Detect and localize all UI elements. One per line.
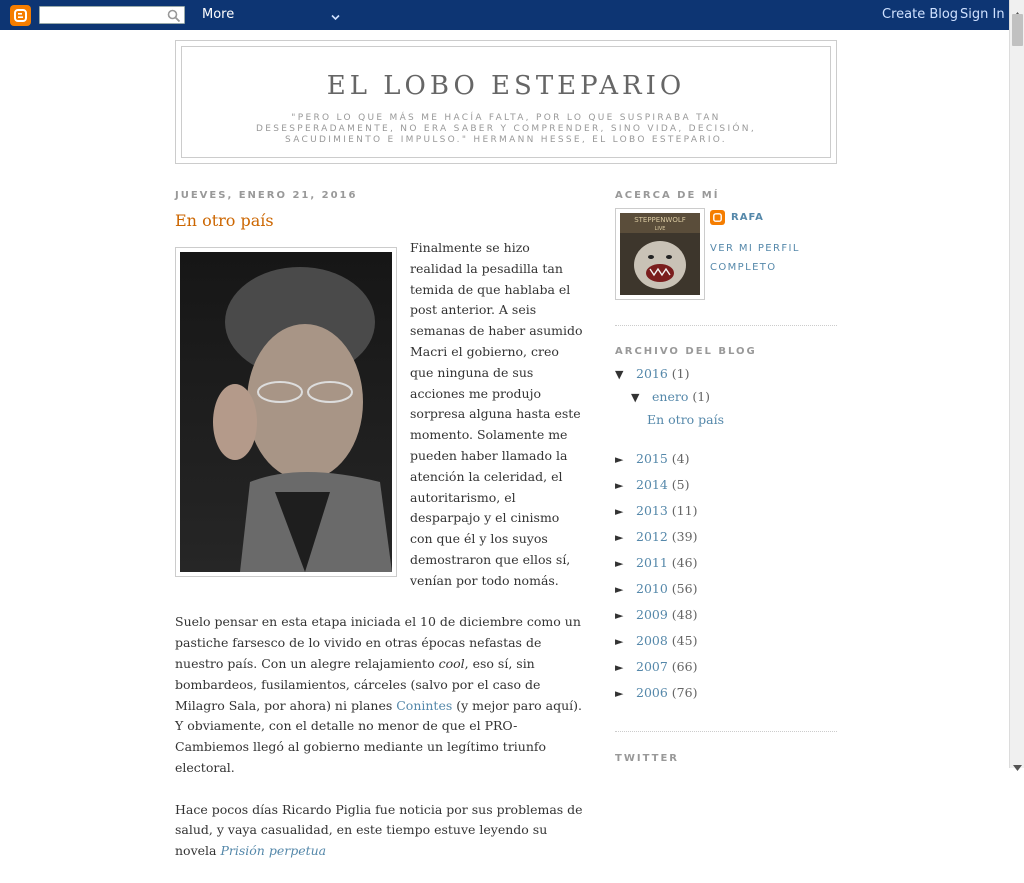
archive-year-link[interactable]: 2011 — [636, 555, 668, 570]
vertical-scrollbar[interactable] — [1009, 0, 1024, 768]
svg-text:STEPPENWOLF: STEPPENWOLF — [634, 216, 686, 224]
archive-count: (45) — [671, 633, 698, 648]
archive-month-link[interactable]: enero — [652, 389, 689, 404]
post-paragraph-2-text-b: , eso sí, sin bombardeos, fusilamientos, cárceles (salvo por el caso de Milagro Sala, por ahora) ni planes — [175, 655, 541, 713]
search-input[interactable] — [40, 11, 160, 27]
expand-toggle-icon[interactable]: ► — [615, 505, 624, 518]
archive-count: (5) — [671, 477, 690, 492]
post-paragraph-2-text-a: Suelo pensar en esta etapa iniciada el 10 de diciembre como un pastiche farsesco de lo vivido en otras épocas nefastas de nuestro país. Con un alegre relajamiento — [175, 614, 581, 671]
post-paragraph-1: Finalmente se hizo realidad la pesadilla tan temida de que hablaba el post anterior. A seis semanas de haber asumido Macri el gobierno, creo que ninguna de sus acciones me produjo sorpresa alguna hasta este momento. Solamente me pueden haber llamado la atención la celeridad, el autoritarismo, el desparpajo y el cinismo con que él y los suyos demostraron que ellos sí, venían por todo nomás. — [410, 240, 583, 588]
sidebar-divider — [615, 325, 837, 326]
archive-count: (39) — [671, 529, 698, 544]
archive-count: (56) — [671, 581, 698, 596]
archive-count: (4) — [671, 451, 690, 466]
sidebar-divider — [615, 731, 837, 732]
profile-name-link[interactable]: RAFA — [731, 212, 764, 223]
chevron-down-icon[interactable] — [330, 8, 341, 27]
expand-toggle-icon[interactable]: ► — [615, 557, 624, 570]
archive-item-2016[interactable] — [615, 366, 690, 386]
sidebar — [615, 190, 837, 764]
archive-year-link[interactable]: 2010 — [636, 581, 668, 596]
main-column — [175, 190, 585, 883]
profile-photo-wolf-image[interactable] — [620, 213, 700, 295]
archive-count: (1) — [692, 389, 711, 404]
conintes-link[interactable]: Conintes — [396, 697, 453, 713]
view-full-profile-link[interactable]: VER MI PERFIL COMPLETO — [710, 243, 800, 273]
archive-item-enero[interactable] — [631, 389, 710, 409]
archive-year-link[interactable]: 2006 — [636, 685, 668, 700]
post-paragraph-2 — [175, 612, 585, 778]
archive-year-link[interactable]: 2016 — [636, 366, 668, 381]
archive-year-link[interactable]: 2014 — [636, 477, 668, 492]
expand-toggle-icon[interactable]: ► — [615, 583, 624, 596]
archive-count: (76) — [671, 685, 698, 700]
expand-toggle-icon[interactable]: ► — [615, 635, 624, 648]
collapse-toggle-icon[interactable]: ▼ — [615, 368, 624, 381]
archive-item-2014[interactable] — [615, 477, 690, 497]
expand-toggle-icon[interactable]: ► — [615, 531, 624, 544]
archive-count: (66) — [671, 659, 698, 674]
prision-perpetua-link[interactable]: Prisión perpetua — [220, 843, 327, 859]
search-icon[interactable] — [167, 8, 181, 27]
expand-toggle-icon[interactable]: ► — [615, 479, 624, 492]
twitter-widget-title: TWITTER — [615, 753, 679, 764]
post-photo-frame[interactable] — [175, 247, 397, 577]
post-title[interactable]: En otro país — [175, 211, 274, 230]
blogger-navbar — [0, 0, 1009, 30]
expand-toggle-icon[interactable]: ► — [615, 609, 624, 622]
archive-post-link[interactable]: En otro país — [647, 412, 725, 427]
blogger-logo-icon[interactable] — [10, 5, 31, 26]
archive-year-link[interactable]: 2015 — [636, 451, 668, 466]
author-portrait-image[interactable] — [180, 252, 392, 572]
blog-title[interactable]: EL LOBO ESTEPARIO — [326, 71, 686, 101]
archive-count: (46) — [671, 555, 698, 570]
post-date-header: JUEVES, ENERO 21, 2016 — [175, 190, 358, 201]
post-paragraph-3 — [175, 800, 585, 862]
archive-item-2009[interactable] — [615, 607, 697, 627]
collapse-toggle-icon[interactable]: ▼ — [631, 391, 640, 404]
expand-toggle-icon[interactable]: ► — [615, 687, 624, 700]
blogger-profile-icon — [710, 210, 725, 225]
profile-photo-frame[interactable] — [615, 208, 705, 300]
blog-archive-title: ARCHIVO DEL BLOG — [615, 346, 757, 357]
archive-item-2013[interactable] — [615, 503, 697, 523]
post-emphasis-cool: cool — [438, 655, 465, 671]
archive-year-link[interactable]: 2007 — [636, 659, 668, 674]
archive-item-2006[interactable] — [615, 685, 697, 705]
post-paragraph-3-text-a: Hace pocos días Ricardo Piglia fue noticia por sus problemas de salud, y vaya casualidad, en este tiempo estuve leyendo su novela — [175, 801, 583, 859]
post-body — [175, 230, 585, 862]
archive-item-2012[interactable] — [615, 529, 697, 549]
archive-item-2008[interactable] — [615, 633, 697, 653]
archive-count: (48) — [671, 607, 698, 622]
create-blog-link[interactable]: Create Blog — [882, 7, 959, 22]
profile-name-row[interactable] — [710, 210, 764, 225]
expand-toggle-icon[interactable]: ► — [615, 453, 624, 466]
archive-item-2015[interactable] — [615, 451, 690, 471]
post-paragraph-2-text-c: (y mejor paro aquí). Y obviamente, con el detalle no menor de que el PRO-Cambiemos llegó al gobierno mediante un legítimo triunfo electoral. — [175, 697, 583, 775]
search-box — [39, 6, 185, 24]
expand-toggle-icon[interactable]: ► — [615, 661, 624, 674]
scrollbar-thumb[interactable] — [1012, 14, 1023, 46]
archive-count: (11) — [671, 503, 698, 518]
blog-header-inner — [181, 46, 831, 158]
sign-in-link[interactable]: Sign In — [960, 7, 1005, 22]
archive-post-en-otro-pais[interactable] — [647, 412, 724, 432]
svg-text:LIVE: LIVE — [654, 226, 666, 232]
archive-year-link[interactable]: 2012 — [636, 529, 668, 544]
archive-year-link[interactable]: 2008 — [636, 633, 668, 648]
archive-year-link[interactable]: 2009 — [636, 607, 668, 622]
scroll-down-arrow-icon[interactable] — [1013, 756, 1022, 775]
blog-header — [175, 40, 837, 164]
about-me-title: ACERCA DE MÍ — [615, 190, 720, 201]
archive-item-2011[interactable] — [615, 555, 697, 575]
archive-item-2007[interactable] — [615, 659, 697, 679]
blog-description: "PERO LO QUE MÁS ME HACÍA FALTA, POR LO QUE SUSPIRABA TAN DESESPERADAMENTE, NO ERA SABER Y COMPRENDER, SINO VIDA, DECISIÓN, SACUDIMIENTO E IMPULSO." HERMANN HESSE, EL LOBO ESTEPARIO. — [256, 113, 756, 145]
archive-count: (1) — [671, 366, 690, 381]
more-menu-button[interactable]: More — [202, 7, 235, 22]
archive-year-link[interactable]: 2013 — [636, 503, 668, 518]
archive-item-2010[interactable] — [615, 581, 697, 601]
